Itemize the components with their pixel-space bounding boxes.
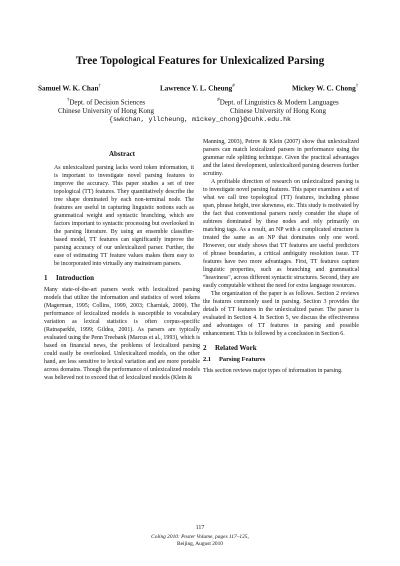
abstract-text: As unlexicalized parsing lacks word token information, it is important to investigate novel parsing features to improve the accuracy. This paper studies a set of tree topological (TT) features. They quantitatively describe the tree shape dominated by each non-terminal node. The features are useful in capturing linguistic notions such as grammatical weight and syntactic branching, which are factors important to syntactic processing but overlooked in the parsing literature. By using an ensemble classifier-based model, TT features can significantly improve the parsing accuracy of our unlexicalized parser. Further, the ease of estimating TT feature values makes them easy to be incorporated into virtually any mainstream parsers. [54, 165, 194, 267]
intro-paragraph-2: A profitable direction of research on unlexicalized parsing is to investigate novel parsing features. This paper examines a set of what we call tree topological (TT) features, including phrase span, phrase height, tree skewness, etc. This study is motivated by the fact that conventional parsers rarely consider the shape of subtrees dominated by these nodes and rely primarily on matching tags. As a result, an NP with a complicated structure is treated the same as an NP that dominates only one word. However, our study shows that TT features are useful predictors of phrase boundaries, a critical ambiguity resolution issue. TT features have two more advantages. First, TT features capture linguistic properties, such as branching and grammatical "heaviness", across different syntactic structures. Second, they are easily computable without the need for extra language resources. [203, 179, 359, 289]
left-column [44, 150, 200, 382]
intro-paragraph-3: The organization of the paper is as follows. Section 2 reviews the features commonly used in parsing. Section 3 provides the details of TT features in the unlexicalized parser. The parser is evaluated in Section 4. In Section 5, we discuss the effectiveness and advantages of TT features in parsing and possible enhancement. This is followed by a conclusion in Section 6. [203, 291, 359, 337]
venue-line: Coling 2010: Poster Volume, pages 117–125, [151, 534, 249, 540]
paper-title: Tree Topological Features for Unlexicalized Parsing [75, 55, 325, 67]
intro-paragraph-1-cont: Manning, 2003), Petrov & Klein (2007) show that unlexicalized parsers can match lexicalized parsers in performance using the grammar rule splitting technique. Given the practical advantages and the latest development, unlexicalized parsing deserves further scrutiny. [203, 139, 359, 177]
author-2: Lawrence Y. L. Cheung# [160, 84, 235, 93]
subsection-heading-parsing-features: 2.1 Parsing Features [203, 356, 266, 363]
author-3: Mickey W. C. Chong† [292, 84, 359, 93]
author-1: Samuel W. K. Chan† [38, 84, 102, 93]
related-work-paragraph: This section reviews major types of information in parsing. [203, 368, 343, 374]
intro-paragraph-1: Many state-of-the-art parsers work with lexicalized parsing models that utilize the information and statistics of word tokens (Magerman, 1995; Collins, 1999, 2003; Charniak, 2000). The performance of lexicalized models is susceptible to vocabulary variation as lexical statistics is often corpus-specific (Ratnaparkhi, 1999; Gildea, 2001). As parsers are typically evaluated using the Penn Treebank (Marcus et al., 1993), which is based on financial news, the problems of lexicalized parsing could easily be overlooked. Unlexicalized models, on the other hand, are less sensitive to lexical variation and are more portable across domains. Though the performance of unlexicalized models was believed not to exceed that of lexicalized models (Klein & [44, 287, 200, 381]
affiliation-1: †Dept. of Decision Sciences Chinese University of Hong Kong [57, 98, 155, 116]
page-number: 117 [195, 525, 205, 531]
abstract-heading: Abstract [108, 150, 136, 158]
page-footer [100, 525, 300, 548]
section-heading-related-work: 2 Related Work [203, 344, 257, 352]
right-column [203, 138, 359, 375]
venue-location: Beijing, August 2010 [177, 541, 223, 547]
author-line [30, 84, 370, 94]
affiliation-2: #Dept. of Linguistics & Modern Languages Chinese University of Hong Kong [217, 98, 339, 116]
author-emails: {swkchan, yllcheung, mickey_chong}@cuhk.edu.hk [108, 116, 292, 123]
section-heading-introduction: 1 Introduction [44, 274, 94, 282]
